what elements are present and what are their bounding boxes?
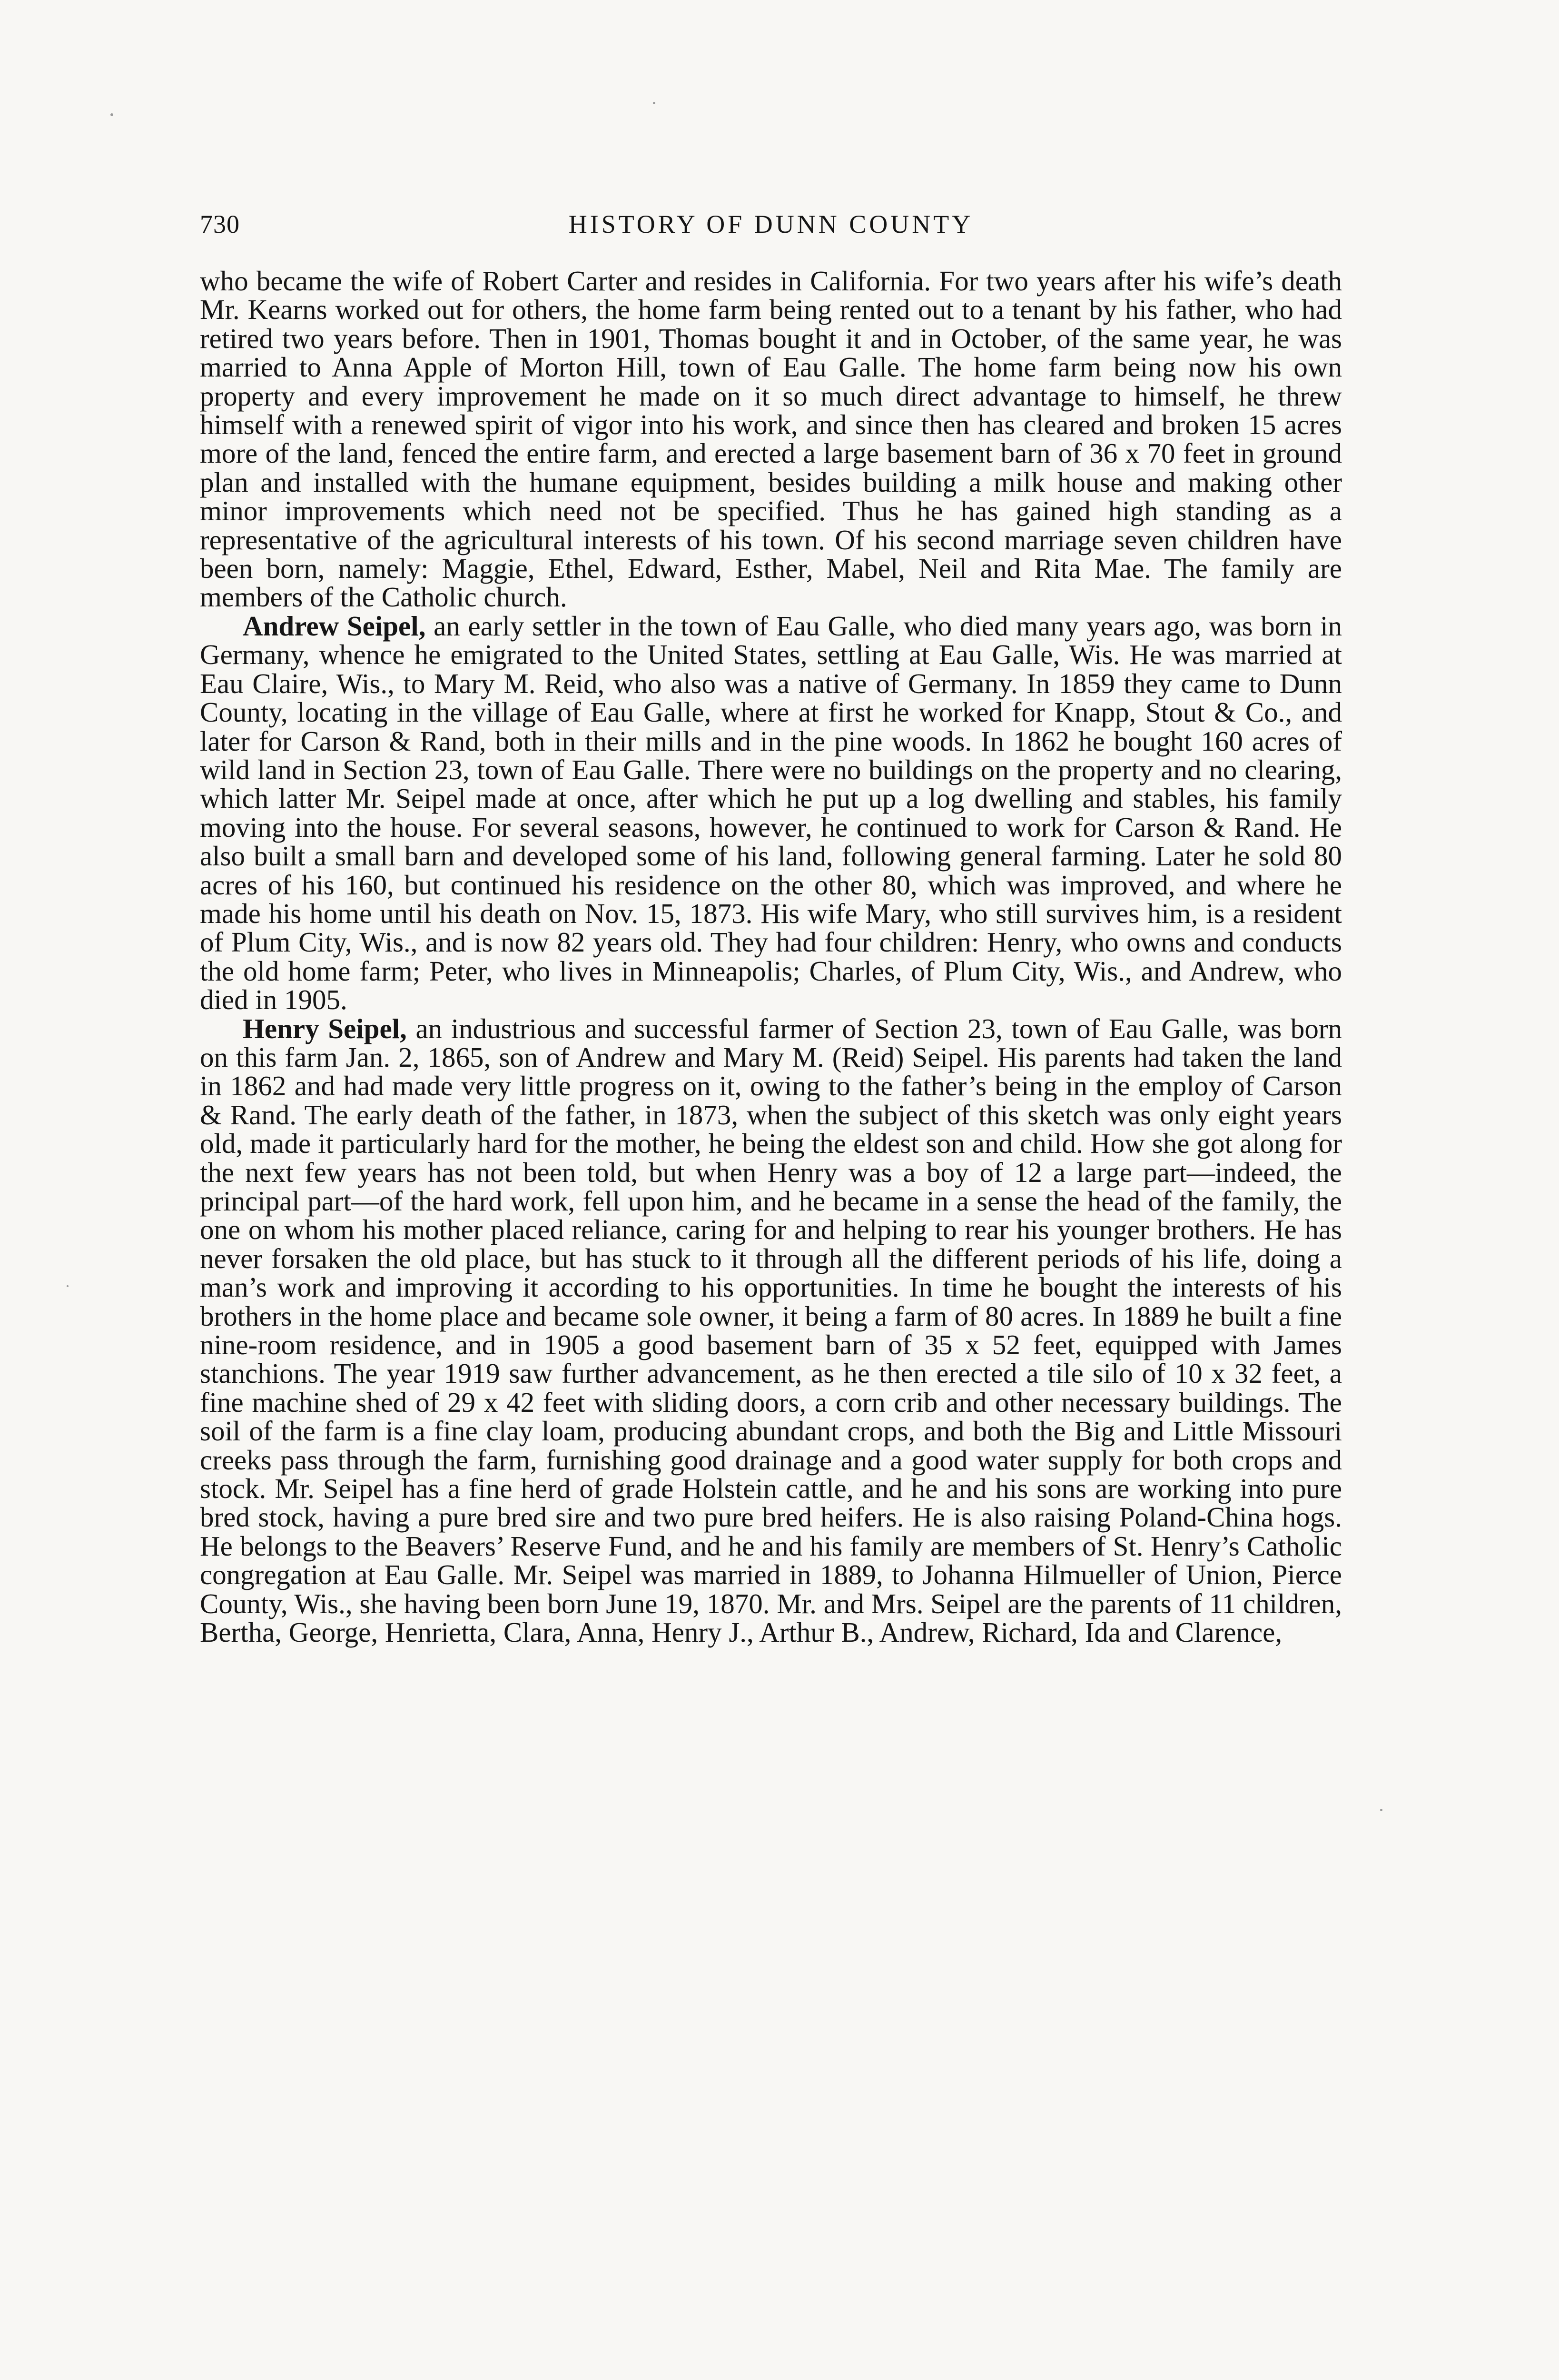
paragraph-text: an industrious and successful farmer of Section 23, town of Eau Galle, was born on this farm Jan. 2, 1865, son of Andrew and Mary M. (Reid) Seipel. His parents had taken the land in 1862 and had made very little progress on it, owing to the father’s being in the employ of Carson & Rand. The early death of the father, in 1873, when the subject of this sketch was only eight years old, made it particularly hard for the mother, he being the eldest son and child. How she got along for the next few years has not been told, but when Henry was a boy of 12 a large part—indeed, the principal part—of the hard work, fell upon him, and he became in a sense the head of the family, the one on whom his mother placed reliance, caring for and helping to rear his younger brothers. He has never forsaken the old place, but has stuck to it through all the different periods of his life, doing a man’s work and improving it according to his opportunities. In time he bought the interests of his brothers in the home place and became sole owner, it being a farm of 80 acres. In 1889 he built a fine nine-room residence, and in 1905 a good basement barn of 35 x 52 feet, equipped with James stanchions. The year 1919 saw further advancement, as he then erected a tile silo of 10 x 32 feet, a fine machine shed of 29 x 42 feet with sliding doors, a corn crib and other necessary buildings. The soil of the farm is a fine clay loam, producing abundant crops, and both the Big and Little Missouri creeks pass through the farm, furnishing good drainage and a good water supply for both crops and stock. Mr. Seipel has a fine herd of grade Holstein cattle, and he and his sons are working into pure bred stock, having a pure bred sire and two pure bred heifers. He is also raising Poland-China hogs. He belongs to the Beavers’ Reserve Fund, and he and his family are members of St. Henry’s Catholic congregation at Eau Galle. Mr. Seipel was married in 1889, to Johanna Hilmueller of Union, Pierce County, Wis., she having been born June 19, 1870. Mr. and Mrs. Seipel are the parents of 11 children, Bertha, George, Henrietta, Clara, Anna, Henry J., Arthur B., Andrew, Richard, Ida and Clarence, [200,1012,1342,1648]
page-number: 730 [200,210,240,238]
biography-subject-name: Henry Seipel, [243,1012,407,1044]
article-body [200,267,1342,1647]
running-head: HISTORY OF DUNN COUNTY [568,210,974,238]
paragraph-andrew-seipel [200,612,1342,1014]
paper-speck [67,1285,69,1287]
paper-speck [653,102,655,104]
paragraph-kearns-continued [200,267,1342,612]
paper-speck [110,113,113,116]
biography-subject-name: Andrew Seipel, [243,610,426,642]
paragraph-text: an early settler in the town of Eau Galle, who died many years ago, was born in Germany, whence he emigrated to the United States, settling at Eau Galle, Wis. He was married at Eau Claire, Wis., to Mary M. Reid, who also was a native of Germany. In 1859 they came to Dunn County, locating in the village of Eau Galle, where at first he worked for Knapp, Stout & Co., and later for Carson & Rand, both in their mills and in the pine woods. In 1862 he bought 160 acres of wild land in Section 23, town of Eau Galle. There were no buildings on the property and no clearing, which latter Mr. Seipel made at once, after which he put up a log dwelling and stables, his family moving into the house. For several seasons, however, he continued to work for Carson & Rand. He also built a small barn and developed some of his land, following general farming. Later he sold 80 acres of his 160, but continued his residence on the other 80, which was improved, and where he made his home until his death on Nov. 15, 1873. His wife Mary, who still survives him, is a resident of Plum City, Wis., and is now 82 years old. They had four children: Henry, who owns and conducts the old home farm; Peter, who lives in Minneapolis; Charles, of Plum City, Wis., and Andrew, who died in 1905. [200,610,1342,1016]
paragraph-henry-seipel [200,1014,1342,1647]
page-header [200,209,1342,252]
paper-speck [1380,1809,1382,1811]
paragraph-text: who became the wife of Robert Carter and resides in California. For two years after his wife’s death Mr. Kearns worked out for others, the home farm being rented out to a tenant by his father, who had retired two years before. Then in 1901, Thomas bought it and in October, of the same year, he was married to Anna Apple of Morton Hill, town of Eau Galle. The home farm being now his own property and every improvement he made on it so much direct advantage to himself, he threw himself with a renewed spirit of vigor into his work, and since then has cleared and broken 15 acres more of the land, fenced the entire farm, and erected a large basement barn of 36 x 70 feet in ground plan and installed with the humane equipment, besides building a milk house and making other minor improvements which need not be specified. Thus he has gained high standing as a representative of the agricultural interests of his town. Of his second marriage seven children have been born, namely: Maggie, Ethel, Edward, Esther, Mabel, Neil and Rita Mae. The family are members of the Catholic church. [200,265,1342,613]
